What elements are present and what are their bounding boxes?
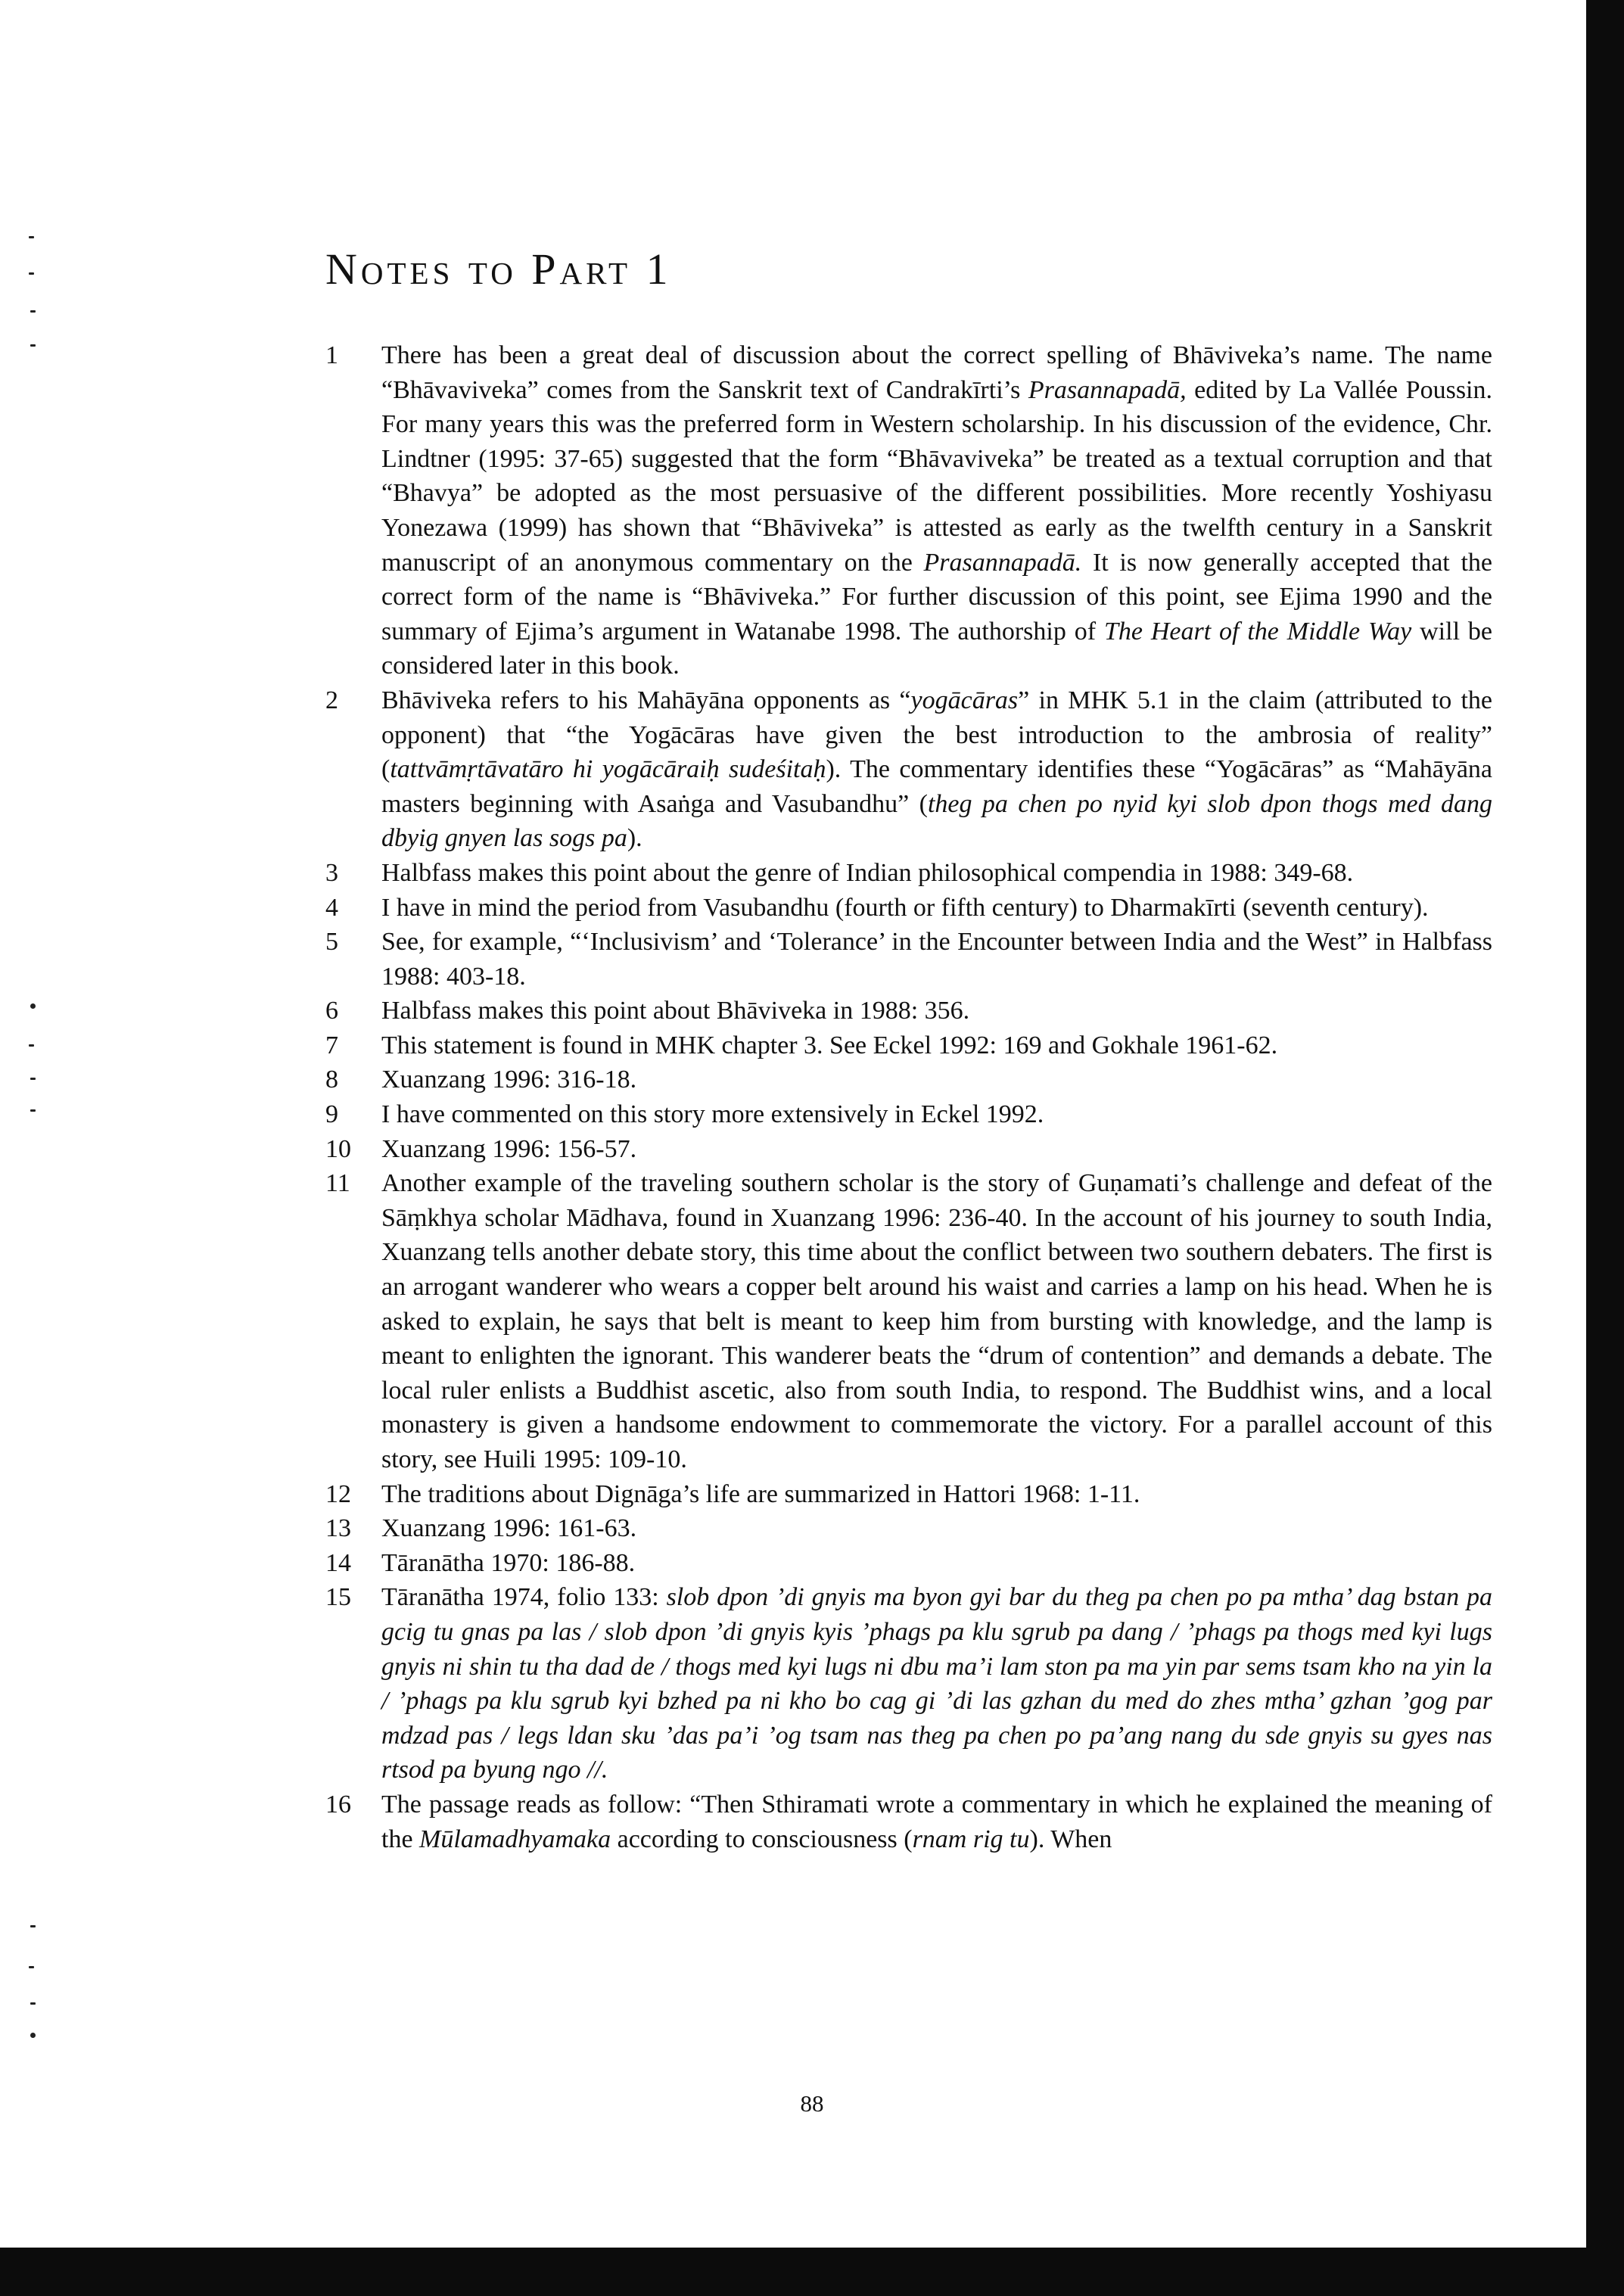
page-number: 88 [800, 2090, 824, 2117]
margin-mark [29, 1966, 34, 1968]
note-text-italic: rnam rig tu [912, 1825, 1030, 1853]
note-number: 11 [325, 1169, 350, 1198]
note-item [325, 1132, 1492, 1167]
note-text: Another example of the traveling southern scholar is the story of Guṇamati’s challenge and defeat of the Sāṃkhya scholar Mādhava, found in Xuanzang 1996: 236-40. In the account of his journey to south India, Xuanzang tells another debate story, this time about the conflict between two southern debaters. The first is an arrogant wanderer who wears a copper belt around his waist and carries a lamp on his head. When he is asked to explain, he says that belt is meant to keep him from bursting with knowledge, and the lamp is meant to enlighten the ignorant. This wanderer beats the “drum of contention” and demands a debate. The local ruler enlists a Buddhist ascetic, also from south India, to respond. The Buddhist wins, and a local monastery is given a handsome endowment to commemorate the victory. For a parallel account of this story, see Huili 1995: 109-10. [381, 1169, 1492, 1473]
scan-edge-bottom [0, 2248, 1624, 2296]
note-text: The traditions about Dignāga’s life are summarized in Hattori 1968: 1-11. [381, 1479, 1140, 1508]
note-item [325, 856, 1492, 891]
margin-mark [30, 1109, 36, 1112]
note-text-italic: theg pa chen po nyid kyi slob dpon thogs med dang dbyig gnyen las sogs pa [381, 789, 1493, 853]
note-item [325, 925, 1492, 994]
note-text: See, for example, “‘Inclusivism’ and ‘Tolerance’ in the Encounter between India and the West” in Halbfass 1988: 403-18. [381, 928, 1492, 991]
notes-list [325, 338, 1492, 1856]
note-number: 16 [325, 1790, 351, 1818]
note-item [325, 1028, 1492, 1063]
note-item [325, 1546, 1492, 1581]
note-item [325, 994, 1492, 1028]
note-text: ” in MHK 5.1 in the claim (attributed to the opponent) that “the Yogācāras have given the best introduction to the ambrosia of reality” ( [381, 686, 1492, 784]
margin-mark [30, 1925, 36, 1927]
note-number: 5 [325, 928, 338, 957]
note-item [325, 1787, 1492, 1856]
note-item [325, 1511, 1492, 1546]
note-text: Xuanzang 1996: 161-63. [381, 1514, 637, 1543]
note-number: 12 [325, 1479, 351, 1508]
note-text: The passage reads as follow: “Then Sthiramati wrote a commentary in which he explained the meaning of the [381, 1790, 1492, 1853]
note-text-italic: Prasannapadā, [1028, 375, 1187, 404]
note-text: edited by La Vallée Poussin. For many years this was the preferred form in Western scholarship. In his discussion of the evidence, Chr. Lindtner (1995: 37-65) suggested that the form “Bhāvaviveka” be treated as a textual corruption and that “Bhavya” be adopted as the most persuasive of the different possibilities. More recently Yoshiyasu Yonezawa (1999) has shown that “Bhāviveka” is attested as early as the twelfth century in a Sanskrit manuscript of an anonymous commentary on the [381, 375, 1492, 577]
note-text: ). When [1029, 1825, 1112, 1853]
margin-mark [30, 1078, 36, 1080]
note-text-italic: The Heart of the Middle Way [1103, 617, 1412, 646]
margin-mark [30, 2002, 36, 2005]
note-text-italic: yogācāras [910, 686, 1019, 714]
margin-mark [30, 2033, 36, 2038]
note-text: Halbfass makes this point about Bhāviveka in 1988: 356. [381, 997, 970, 1025]
note-number: 6 [325, 997, 338, 1025]
note-number: 4 [325, 893, 338, 922]
note-text: This statement is found in MHK chapter 3. See Eckel 1992: 169 and Gokhale 1961-62. [381, 1031, 1278, 1059]
margin-mark [30, 344, 36, 347]
margin-mark [29, 236, 34, 238]
note-text: Bhāviveka refers to his Mahāyāna opponents as “ [381, 686, 911, 714]
note-number: 3 [325, 858, 338, 887]
note-item [325, 1477, 1492, 1512]
note-number: 7 [325, 1031, 338, 1059]
note-text: Tāranātha 1970: 186-88. [381, 1548, 636, 1577]
note-number: 8 [325, 1066, 338, 1094]
note-number: 13 [325, 1514, 351, 1543]
note-item [325, 1097, 1492, 1132]
page-title: Notes to Part 1 [325, 244, 672, 294]
note-item [325, 1580, 1492, 1787]
note-text: will be considered later in this book. [381, 617, 1492, 680]
note-text: ). [627, 824, 642, 853]
note-item [325, 891, 1492, 926]
note-text-italic: Prasannapadā. [923, 548, 1082, 577]
margin-mark [30, 310, 36, 313]
note-text: Tāranātha 1974, folio 133: [381, 1583, 667, 1612]
note-item [325, 338, 1492, 683]
note-text: Xuanzang 1996: 156-57. [381, 1134, 637, 1163]
margin-mark [30, 1003, 36, 1009]
note-number: 10 [325, 1134, 351, 1163]
note-item [325, 1062, 1492, 1097]
margin-mark [29, 1044, 34, 1047]
note-text-italic: slob dpon ’di gnyis ma byon gyi bar du theg pa chen po pa mtha’ dag bstan pa gcig tu gnas pa las / slob dpon ’di gnyis kyis ’phags pa klu sgrub pa dang / ’phags pa thogs med kyi lugs gnyis ni shin tu tha dad de / thogs med kyi lugs ni dbu ma’i lam ston pa ma yin par sems tsam kho na yin la / ’phags pa klu sgrub kyi bzhed pa ni kho bo cag gi ’di las gzhan du med do zhes mtha’ gzhan ’gog par mdzad pas / legs ldan sku ’das pa’i ’og tsam nas theg pa chen po pa’ang nang du sde gnyis su gyes nas rtsod pa byung ngo //. [381, 1583, 1493, 1784]
note-text: Xuanzang 1996: 316-18. [381, 1066, 637, 1094]
scan-edge-right [1586, 0, 1624, 2296]
note-number: 2 [325, 686, 338, 714]
margin-mark [29, 272, 34, 275]
note-text-italic: tattvāmṛtāvatāro hi yogācāraiḥ sudeśitaḥ [390, 755, 826, 784]
note-text-italic: Mūlamadhyamaka [419, 1825, 611, 1853]
note-number: 15 [325, 1583, 351, 1612]
note-number: 9 [325, 1100, 338, 1129]
note-text: It is now generally accepted that the correct form of the name is “Bhāviveka.” For further discussion of this point, see Ejima 1990 and the summary of Ejima’s argument in Watanabe 1998. The authorship of [381, 548, 1492, 646]
note-text: ). The commentary identifies these “Yogācāras” as “Mahāyāna masters beginning with Asaṅga and Vasubandhu” ( [381, 755, 1492, 818]
note-item [325, 683, 1492, 856]
note-text: I have commented on this story more extensively in Eckel 1992. [381, 1100, 1044, 1129]
note-text: according to consciousness ( [611, 1825, 913, 1853]
note-text: Halbfass makes this point about the genre of Indian philosophical compendia in 1988: 349-68. [381, 858, 1354, 887]
note-text: There has been a great deal of discussion about the correct spelling of Bhāviveka’s name. The name “Bhāvaviveka” comes from the Sanskrit text of Candrakīrti’s [381, 341, 1492, 404]
note-text: I have in mind the period from Vasubandhu (fourth or fifth century) to Dharmakīrti (seventh century). [381, 893, 1429, 922]
note-number: 14 [325, 1548, 351, 1577]
note-item [325, 1166, 1492, 1476]
note-number: 1 [325, 341, 338, 369]
